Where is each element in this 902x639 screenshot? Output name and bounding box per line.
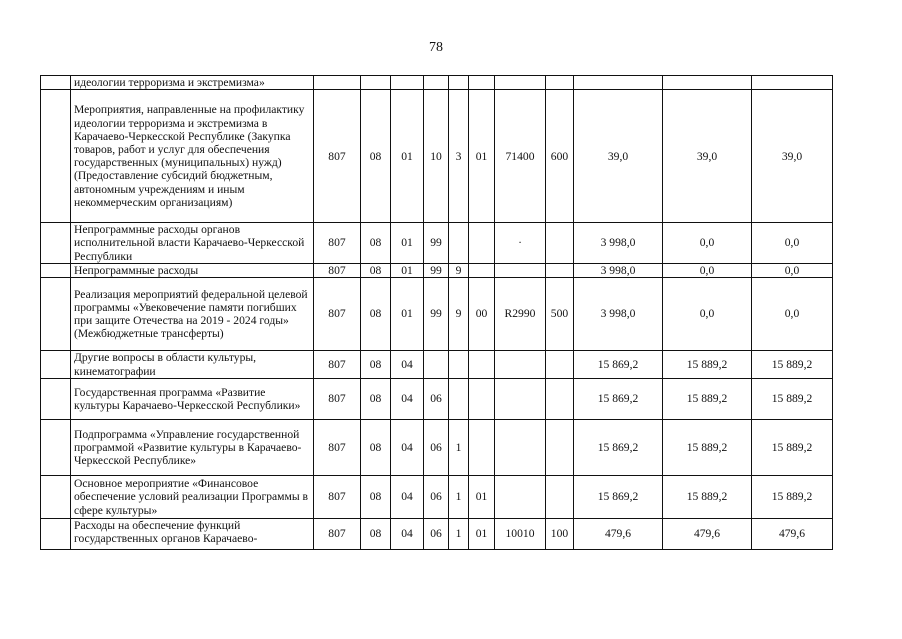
code-cell xyxy=(469,420,495,476)
row-margin-cell xyxy=(41,519,71,550)
code-cell: 06 xyxy=(424,420,449,476)
table-row xyxy=(41,223,833,264)
code-cell xyxy=(546,223,574,264)
code-cell: 10 xyxy=(424,90,449,223)
amount-cell: 15 889,2 xyxy=(752,351,833,379)
row-margin-cell xyxy=(41,476,71,519)
code-cell xyxy=(495,351,546,379)
code-cell: 01 xyxy=(469,476,495,519)
code-cell: 807 xyxy=(314,519,361,550)
amount-cell: 479,6 xyxy=(752,519,833,550)
code-cell: R2990 xyxy=(495,278,546,351)
row-margin-cell xyxy=(41,278,71,351)
amount-cell xyxy=(574,76,663,90)
amount-cell: 39,0 xyxy=(574,90,663,223)
code-cell: 01 xyxy=(469,90,495,223)
code-cell: 807 xyxy=(314,476,361,519)
row-description: Другие вопросы в области культуры, кинематографии xyxy=(71,351,314,379)
code-cell xyxy=(469,223,495,264)
row-margin-cell xyxy=(41,420,71,476)
code-cell: 08 xyxy=(361,379,391,420)
budget-table xyxy=(40,75,833,550)
amount-cell: 3 998,0 xyxy=(574,223,663,264)
row-description: идеологии терроризма и экстремизма» xyxy=(71,76,314,90)
code-cell xyxy=(449,351,469,379)
row-margin-cell xyxy=(41,90,71,223)
code-cell: 01 xyxy=(469,519,495,550)
code-cell xyxy=(546,263,574,277)
code-cell xyxy=(469,379,495,420)
code-cell: 08 xyxy=(361,263,391,277)
code-cell xyxy=(424,76,449,90)
code-cell xyxy=(469,351,495,379)
code-cell xyxy=(424,351,449,379)
code-cell: 04 xyxy=(391,351,424,379)
code-cell xyxy=(469,263,495,277)
code-cell: 06 xyxy=(424,519,449,550)
row-margin-cell xyxy=(41,379,71,420)
amount-cell: 479,6 xyxy=(574,519,663,550)
row-description: Основное мероприятие «Финансовое обеспечение условий реализации Программы в сфере культуры» xyxy=(71,476,314,519)
code-cell: 807 xyxy=(314,90,361,223)
table-row xyxy=(41,379,833,420)
amount-cell xyxy=(663,76,752,90)
code-cell: 08 xyxy=(361,351,391,379)
row-margin-cell xyxy=(41,351,71,379)
code-cell: 08 xyxy=(361,476,391,519)
row-description: Расходы на обеспечение функций государственных органов Карачаево- xyxy=(71,519,314,550)
amount-cell: 15 889,2 xyxy=(663,379,752,420)
code-cell: 600 xyxy=(546,90,574,223)
code-cell: 99 xyxy=(424,263,449,277)
amount-cell xyxy=(752,76,833,90)
amount-cell: 0,0 xyxy=(663,278,752,351)
code-cell: 1 xyxy=(449,519,469,550)
code-cell: 00 xyxy=(469,278,495,351)
amount-cell: 15 889,2 xyxy=(663,351,752,379)
amount-cell: 15 869,2 xyxy=(574,420,663,476)
code-cell: 1 xyxy=(449,420,469,476)
code-cell: 807 xyxy=(314,278,361,351)
amount-cell: 3 998,0 xyxy=(574,263,663,277)
row-description: Непрограммные расходы органов исполнительной власти Карачаево-Черкесской Республики xyxy=(71,223,314,264)
code-cell: 9 xyxy=(449,263,469,277)
table-row xyxy=(41,278,833,351)
code-cell xyxy=(495,76,546,90)
code-cell: · xyxy=(495,223,546,264)
code-cell: 04 xyxy=(391,519,424,550)
code-cell: 01 xyxy=(391,263,424,277)
amount-cell: 15 869,2 xyxy=(574,379,663,420)
row-description: Реализация мероприятий федеральной целевой программы «Увековечение памяти погибших при защите Отечества на 2019 - 2024 годы» (Межбюджетные трансферты) xyxy=(71,278,314,351)
code-cell: 807 xyxy=(314,420,361,476)
code-cell: 1 xyxy=(449,476,469,519)
code-cell xyxy=(449,379,469,420)
amount-cell: 39,0 xyxy=(663,90,752,223)
code-cell: 10010 xyxy=(495,519,546,550)
code-cell xyxy=(391,76,424,90)
row-description: Непрограммные расходы xyxy=(71,263,314,277)
code-cell xyxy=(495,263,546,277)
table-row xyxy=(41,420,833,476)
code-cell: 99 xyxy=(424,223,449,264)
code-cell: 71400 xyxy=(495,90,546,223)
code-cell xyxy=(546,420,574,476)
code-cell: 807 xyxy=(314,223,361,264)
amount-cell: 15 889,2 xyxy=(663,420,752,476)
amount-cell: 0,0 xyxy=(663,263,752,277)
code-cell: 04 xyxy=(391,420,424,476)
code-cell xyxy=(546,76,574,90)
amount-cell: 15 889,2 xyxy=(752,379,833,420)
amount-cell: 479,6 xyxy=(663,519,752,550)
code-cell: 04 xyxy=(391,476,424,519)
code-cell xyxy=(546,351,574,379)
code-cell xyxy=(449,223,469,264)
table-row xyxy=(41,263,833,277)
row-description: Подпрограмма «Управление государственной программой «Развитие культуры в Карачаево-Черкесской Республике» xyxy=(71,420,314,476)
row-margin-cell xyxy=(41,223,71,264)
code-cell: 08 xyxy=(361,519,391,550)
amount-cell: 3 998,0 xyxy=(574,278,663,351)
code-cell: 3 xyxy=(449,90,469,223)
code-cell xyxy=(495,476,546,519)
amount-cell: 15 889,2 xyxy=(752,476,833,519)
amount-cell: 0,0 xyxy=(752,263,833,277)
amount-cell: 15 869,2 xyxy=(574,351,663,379)
code-cell xyxy=(546,379,574,420)
amount-cell: 0,0 xyxy=(752,223,833,264)
amount-cell: 0,0 xyxy=(663,223,752,264)
code-cell: 06 xyxy=(424,476,449,519)
code-cell: 9 xyxy=(449,278,469,351)
amount-cell: 15 889,2 xyxy=(752,420,833,476)
code-cell: 01 xyxy=(391,223,424,264)
row-margin-cell xyxy=(41,76,71,90)
code-cell: 01 xyxy=(391,90,424,223)
code-cell: 807 xyxy=(314,351,361,379)
amount-cell: 0,0 xyxy=(752,278,833,351)
row-description: Государственная программа «Развитие культуры Карачаево-Черкесской Республики» xyxy=(71,379,314,420)
code-cell: 807 xyxy=(314,379,361,420)
table-row xyxy=(41,90,833,223)
page-number: 78 xyxy=(429,40,443,55)
code-cell: 08 xyxy=(361,223,391,264)
code-cell xyxy=(361,76,391,90)
code-cell xyxy=(314,76,361,90)
code-cell xyxy=(546,476,574,519)
code-cell: 04 xyxy=(391,379,424,420)
code-cell xyxy=(449,76,469,90)
row-description: Мероприятия, направленные на профилактику идеологии терроризма и экстремизма в Карачаево-Черкесской Республике (Закупка товаров, работ и услуг для обеспечения государственных (муниципальных) нужд) (Предоставление субсидий бюджетным, автономным учреждениям и иным некоммерческим организациям) xyxy=(71,90,314,223)
code-cell: 08 xyxy=(361,420,391,476)
code-cell: 99 xyxy=(424,278,449,351)
code-cell xyxy=(495,420,546,476)
code-cell: 08 xyxy=(361,278,391,351)
row-margin-cell xyxy=(41,263,71,277)
amount-cell: 15 869,2 xyxy=(574,476,663,519)
table-row xyxy=(41,351,833,379)
code-cell xyxy=(495,379,546,420)
code-cell: 01 xyxy=(391,278,424,351)
code-cell: 807 xyxy=(314,263,361,277)
amount-cell: 39,0 xyxy=(752,90,833,223)
amount-cell: 15 889,2 xyxy=(663,476,752,519)
code-cell xyxy=(469,76,495,90)
code-cell: 06 xyxy=(424,379,449,420)
table-row xyxy=(41,476,833,519)
code-cell: 500 xyxy=(546,278,574,351)
code-cell: 08 xyxy=(361,90,391,223)
table-row xyxy=(41,76,833,90)
table-row xyxy=(41,519,833,550)
code-cell: 100 xyxy=(546,519,574,550)
